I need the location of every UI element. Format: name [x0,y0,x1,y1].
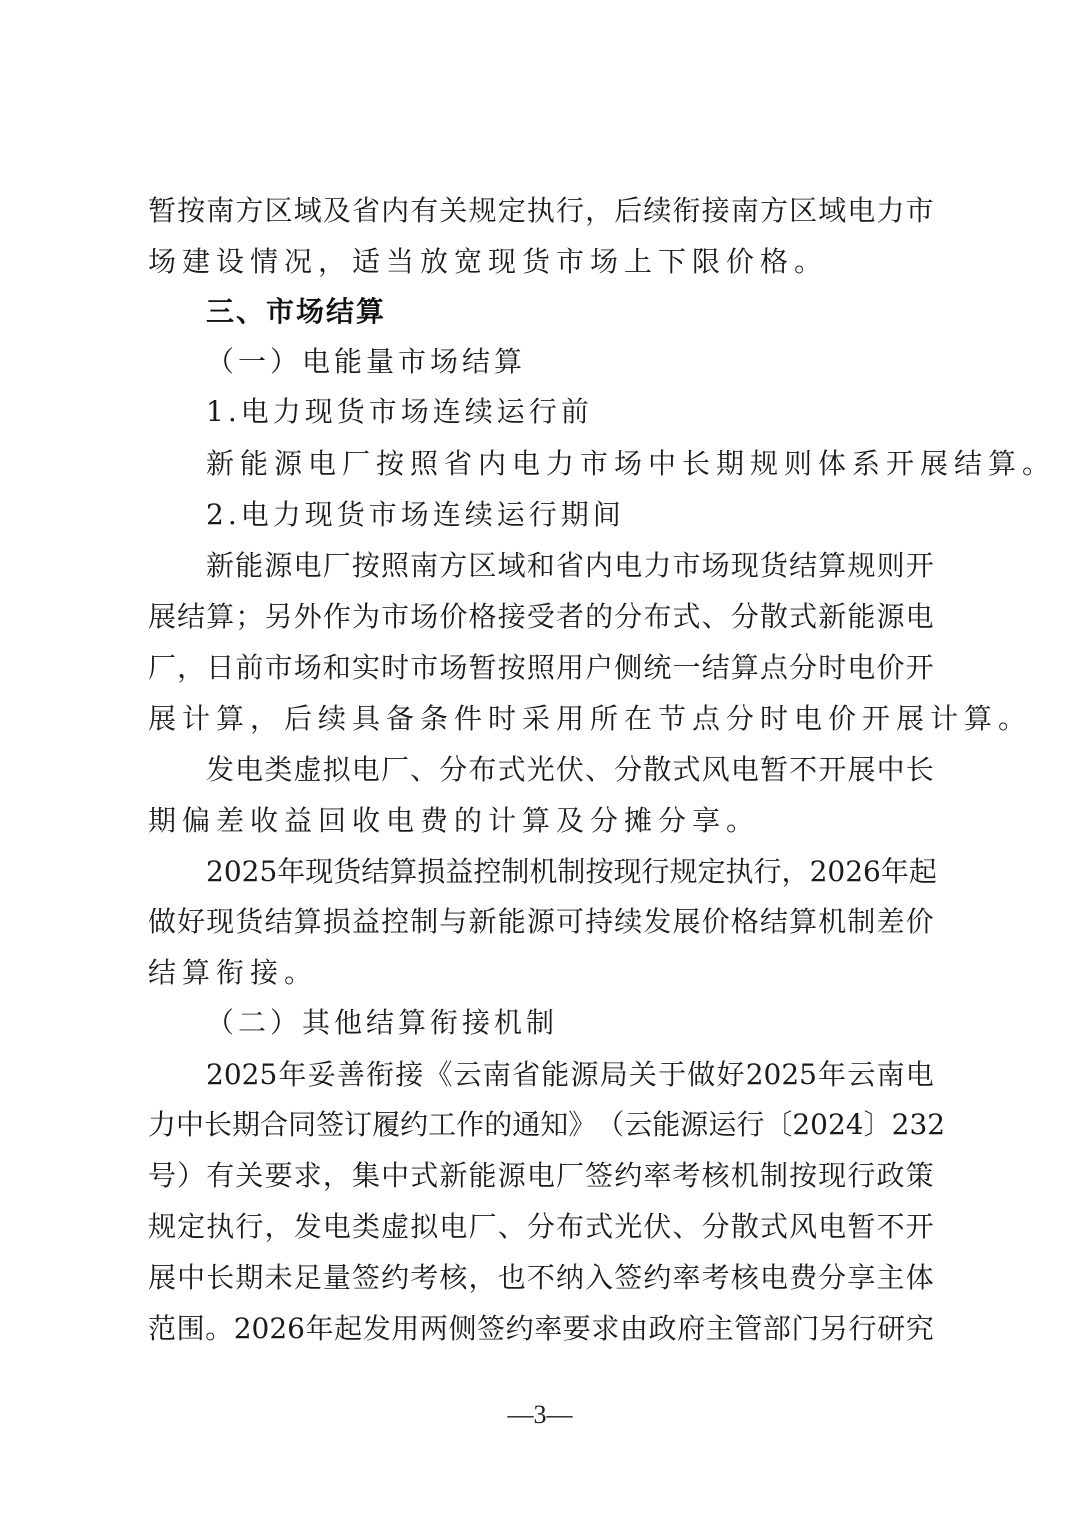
paragraph-line: 做 好 现 货 结 算 损 益 控 制 与 新 能 源 可 持 续 发 展 价 格 结 算 机 制 差 价 [148,905,934,938]
paragraph-line: 结算衔接。 [148,956,319,989]
paragraph-line: 2025 年 现 货 结 算 损 益 控 制 机 制 按 现 行 规 定 执 行 ， 2026 年 起 [206,855,937,888]
paragraph-line: 场建设情况，适当放宽现货市场上下限价格。 [148,245,829,278]
paragraph-line: 厂 ， 日 前 市 场 和 实 时 市 场 暂 按 照 用 户 侧 统 一 结 算 点 分 时 电 价 开 [148,651,934,684]
paragraph-line: 展计算，后续具备条件时采用所在节点分时电价开展计算。 [148,702,1033,735]
paragraph-line: 暂 按 南 方 区 域 及 省 内 有 关 规 定 执 行 ， 后 续 衔 接 南 方 区 域 电 力 市 [148,194,934,227]
section-heading: 三、市场结算 [206,295,387,328]
paragraph-line: 号 ） 有 关 要 求 ， 集 中 式 新 能 源 电 厂 签 约 率 考 核 机 制 按 现 行 政 策 [148,1159,934,1192]
subsection-heading: （一）电能量市场结算 [206,345,527,378]
paragraph-line: 力 中 长 期 合 同 签 订 履 约 工 作 的 通 知 》 （ 云 能 源 运 行 〔 2024 〕 232 [148,1108,946,1141]
paragraph-line: 新能源电厂按照省内电力市场中长期规则体系开展结算。 [206,447,1057,480]
item-heading: 2.电力现货市场连续运行期间 [206,498,625,531]
paragraph-line: 2025 年 妥 善 衔 接 《 云 南 省 能 源 局 关 于 做 好 2025 年 云 南 电 [206,1058,934,1091]
item-heading: 1.电力现货市场连续运行前 [206,395,593,428]
paragraph-line: 规 定 执 行 ， 发 电 类 虚 拟 电 厂 、 分 布 式 光 伏 、 分 散 式 风 电 暂 不 开 [148,1210,934,1243]
subsection-heading: （二）其他结算衔接机制 [206,1006,559,1039]
paragraph-line: 新 能 源 电 厂 按 照 南 方 区 域 和 省 内 电 力 市 场 现 货 结 算 规 则 开 [206,549,934,582]
page-number: —3— [507,1400,573,1429]
paragraph-line: 展 结 算 ； 另 外 作 为 市 场 价 格 接 受 者 的 分 布 式 、 分 散 式 新 能 源 电 [148,600,934,633]
paragraph-line: 期偏差收益回收电费的计算及分摊分享。 [148,804,761,837]
paragraph-line: 范 围 。 2026 年 起 发 用 两 侧 签 约 率 要 求 由 政 府 主 管 部 门 另 行 研 究 [148,1312,934,1345]
paragraph-line: 发 电 类 虚 拟 电 厂 、 分 布 式 光 伏 、 分 散 式 风 电 暂 不 开 展 中 长 [206,753,934,786]
paragraph-line: 展 中 长 期 未 足 量 签 约 考 核 ， 也 不 纳 入 签 约 率 考 核 电 费 分 享 主 体 [148,1261,934,1294]
